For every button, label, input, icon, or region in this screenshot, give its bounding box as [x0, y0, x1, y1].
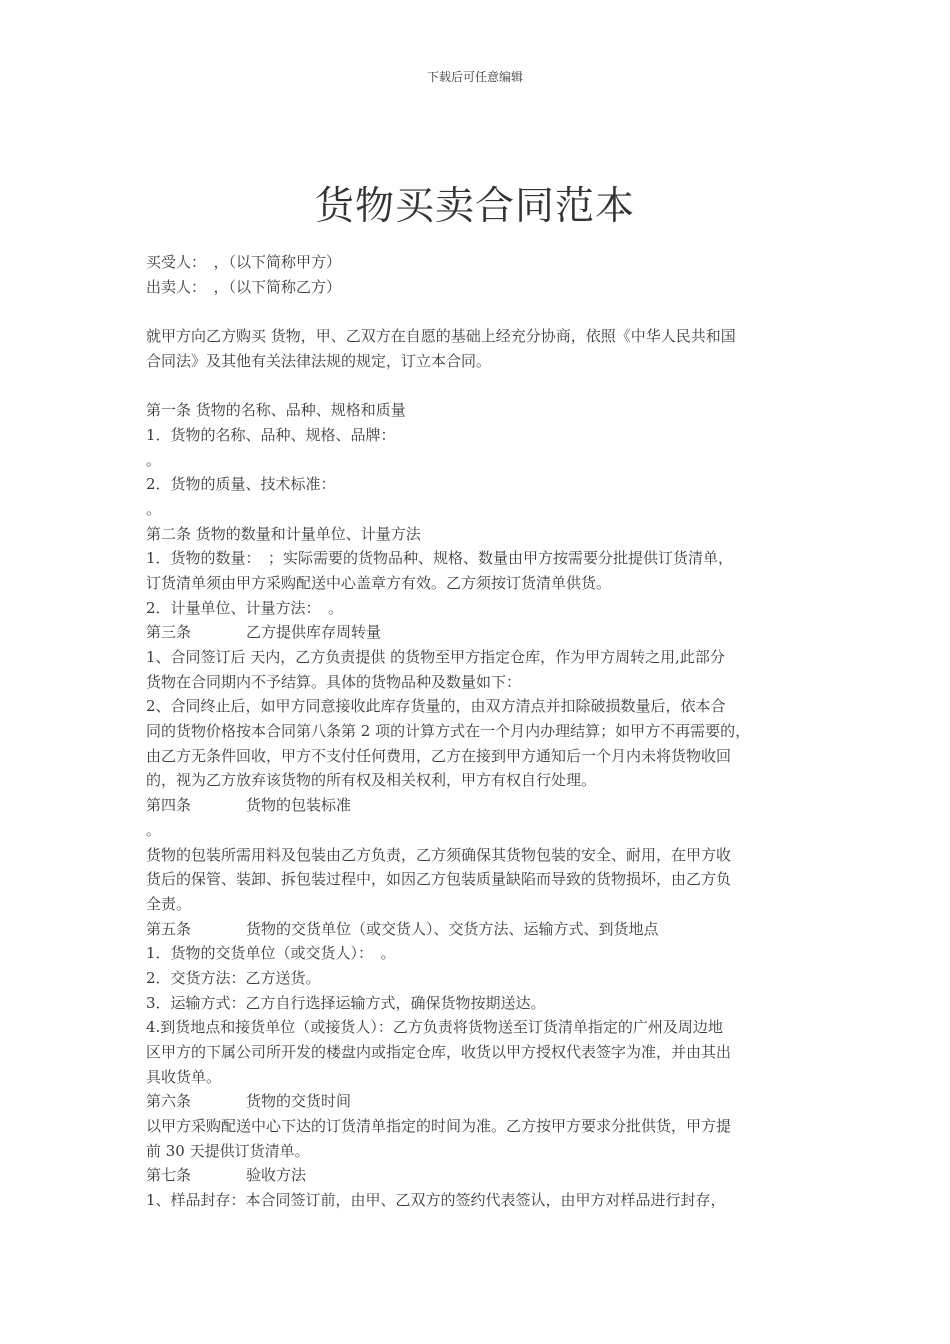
article3-p2-line1: 2、合同终止后，如甲方同意接收此库存货量的，由双方清点并扣除破损数量后，依本合 [146, 697, 726, 716]
article4-label: 第四条 [146, 796, 192, 815]
article6-label: 第六条 [146, 1092, 192, 1111]
article5-item3: 3．运输方式：乙方自行选择运输方式，确保货物按期送达。 [146, 993, 546, 1012]
article7-heading [146, 1163, 810, 1188]
article3-label: 第三条 [146, 623, 192, 642]
article5-item2: 2．交货方法：乙方送货。 [146, 968, 321, 987]
article1-item2-end: 。 [146, 499, 162, 518]
article7-label: 第七条 [146, 1166, 192, 1185]
article5-heading [146, 917, 810, 942]
article3-p2-line4: 的，视为乙方放弃该货物的所有权及相关权利，甲方有权自行处理。 [146, 771, 597, 790]
article2-item2: 2．计量单位、计量方法： 。 [146, 598, 344, 617]
article5-title: 货物的交货单位（或交货人）、交货方法、运输方式、到货地点 [246, 919, 659, 938]
article2-heading: 第二条 货物的数量和计量单位、计量方法 [146, 524, 421, 543]
article7-title: 验收方法 [246, 1166, 307, 1185]
article6-title: 货物的交货时间 [246, 1092, 352, 1111]
buyer-line: 买受人： ，（以下简称甲方） [146, 253, 342, 271]
article3-p1-line1: 1、合同签订后 天内，乙方负责提供 的货物至甲方指定仓库，作为甲方周转之用,此部分 [146, 648, 725, 666]
article2-item1-line2: 订货清单须由甲方采购配送中心盖章方有效。乙方须按订货清单供货。 [146, 573, 612, 592]
article3-title: 乙方提供库存周转量 [246, 623, 382, 642]
article6-heading [146, 1089, 810, 1114]
article1-item2: 2．货物的质量、技术标准： [146, 475, 336, 494]
article2-item1-line1: 1．货物的数量： ；实际需要的货物品种、规格、数量由甲方按需要分批提供订货清单， [146, 549, 734, 568]
article7-p1-line1: 1、样品封存：本合同签订前，由甲、乙双方的签约代表签认，由甲方对样品进行封存， [146, 1191, 726, 1210]
article4-p-line2: 货后的保管、装卸、拆包装过程中，如因乙方包装质量缺陷而导致的货物损坏，由乙方负 [146, 870, 732, 889]
article4-heading [146, 793, 810, 818]
article5-item1: 1．货物的交货单位（或交货人）： 。 [146, 944, 396, 963]
contract-body [146, 250, 810, 1213]
article5-label: 第五条 [146, 919, 192, 938]
article1-item1-end: 。 [146, 450, 162, 469]
article1-heading: 第一条 货物的名称、品种、规格和质量 [146, 401, 406, 420]
article5-item4-line2: 区甲方的下属公司所开发的楼盘内或指定仓库，收货以甲方授权代表签字为准，并由其出 [146, 1043, 732, 1061]
article5-item4-line3: 具收货单。 [146, 1067, 222, 1086]
article6-p-line1: 以甲方采购配送中心下达的订货清单指定的时间为准。乙方按甲方要求分批供货，甲方提 [146, 1117, 732, 1136]
intro-line-1: 就甲方向乙方购买 货物，甲、乙双方在自愿的基础上经充分协商，依照《中华人民共和国 [146, 327, 736, 346]
article5-item4-line1: 4.到货地点和接货单位（或接货人）：乙方负责将货物送至订货清单指定的广州及周边地 [146, 1018, 723, 1037]
seller-line: 出卖人： ，（以下简称乙方） [146, 277, 342, 296]
article3-heading [146, 620, 810, 645]
article4-title: 货物的包装标准 [246, 796, 352, 815]
header-note: 下载后可任意编辑 [426, 70, 523, 84]
article3-p2-line3: 由乙方无条件回收，甲方不支付任何费用，乙方在接到甲方通知后一个月内未将货物收回 [146, 746, 732, 765]
article1-item1: 1．货物的名称、品种、规格、品牌： [146, 425, 396, 444]
article4-dot: 。 [146, 820, 162, 839]
article3-p1-line2: 货物在合同期内不予结算。具体的货物品种及数量如下： [146, 672, 522, 691]
article4-p-line1: 货物的包装所需用料及包装由乙方负责，乙方须确保其货物包装的安全、耐用，在甲方收 [146, 845, 732, 864]
article4-p-line3: 全责。 [146, 894, 192, 913]
document-title: 货物买卖合同范本 [314, 184, 635, 229]
article6-p-line2: 前 30 天提供订货清单。 [146, 1141, 310, 1160]
article3-p2-line2: 同的货物价格按本合同第八条第 2 项的计算方式在一个月内办理结算；如甲方不再需要的， [146, 722, 751, 741]
intro-line-2: 合同法》及其他有关法律法规的规定，订立本合同。 [146, 351, 492, 370]
